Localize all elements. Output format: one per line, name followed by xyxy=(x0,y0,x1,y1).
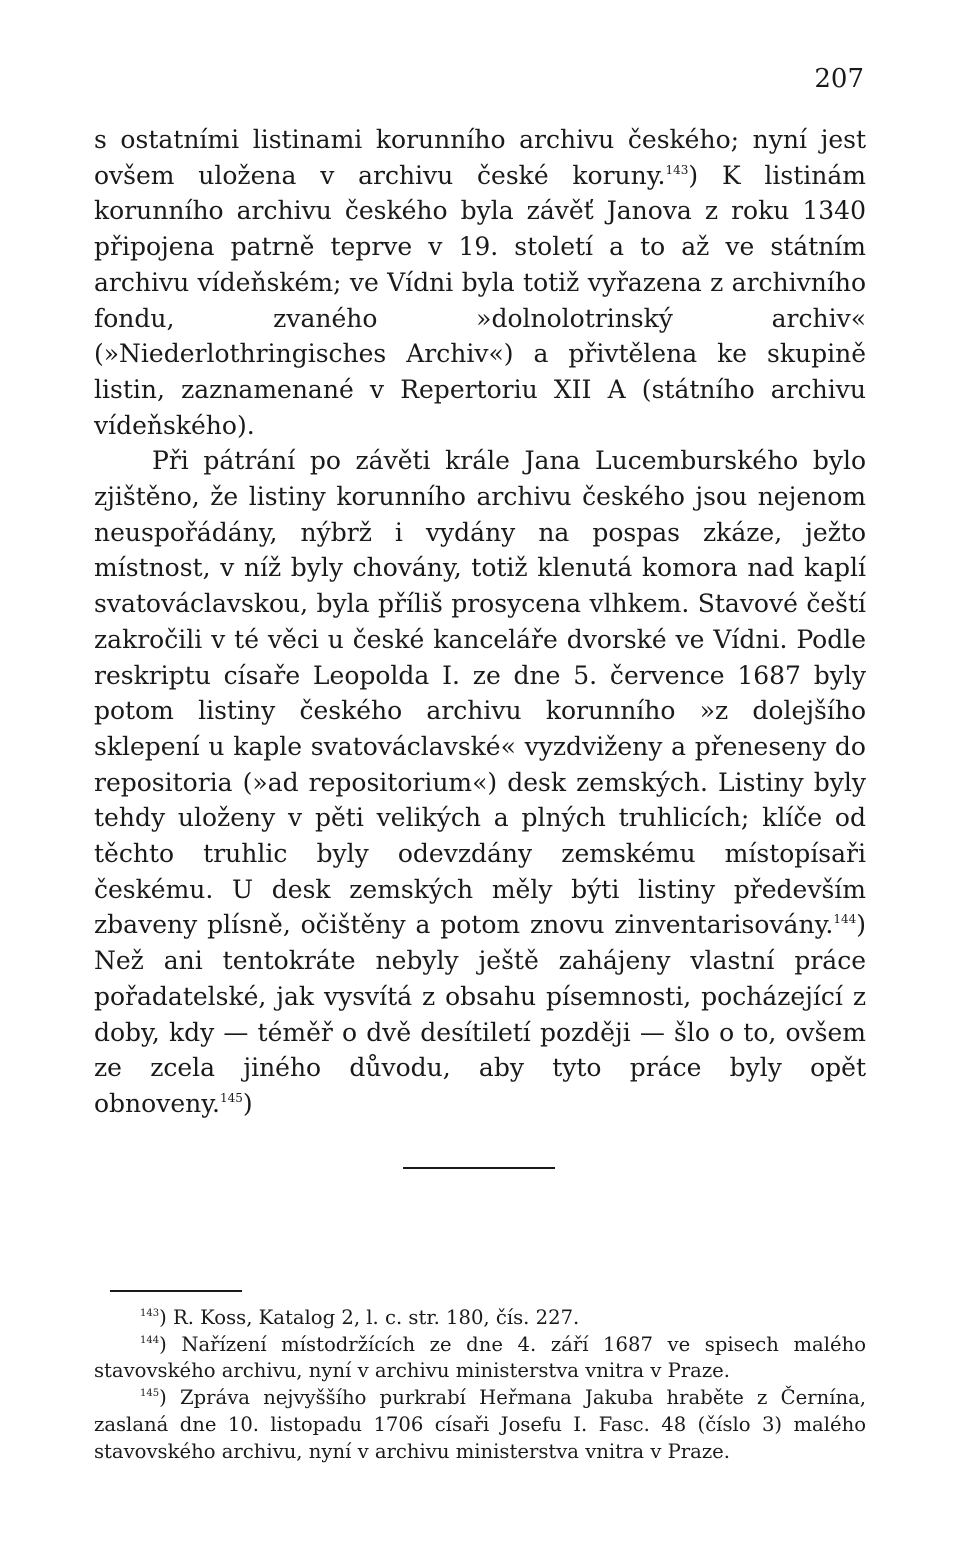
paragraph-1 xyxy=(94,122,866,443)
footnote-divider xyxy=(110,1290,242,1292)
footnote-ref-145: 145 xyxy=(219,1090,243,1105)
page-number: 207 xyxy=(814,64,864,94)
footnote-text: ) Zpráva nejvyššího purkrabí Heřmana Jakuba hraběte z Černína, zaslaná dne 10. listopadu 1706 císaři Josefu I. Fasc. 48 (číslo 3) malého stavovského archivu, nyní v archivu ministerstva vnitra v Praze. xyxy=(94,1386,866,1463)
paragraph-2-text-end: ) xyxy=(242,1088,253,1118)
footnote-number: 145 xyxy=(140,1388,160,1400)
footnote-143 xyxy=(94,1305,866,1332)
paragraph-1-text: s ostatními listinami korunního archivu českého; nyní jest ovšem uložena v archivu české koruny. xyxy=(94,125,866,190)
footnote-text: ) Nařízení místodržících ze dne 4. září 1687 ve spisech malého stavovského archivu, nyní v archivu ministerstva vnitra v Praze. xyxy=(94,1332,866,1383)
section-divider xyxy=(403,1167,555,1169)
main-text xyxy=(94,122,866,1122)
paragraph-2-text-cont: ) Než ani tentokráte nebyly ještě zahájeny vlastní práce pořadatelské, jak vysvítá z obsahu písemnosti, pocházející z doby, kdy — téměř o dvě desítiletí později — šlo o to, ovšem ze zcela jiného důvodu, aby tyto práce byly opět obnoveny. xyxy=(94,910,866,1118)
paragraph-2 xyxy=(94,443,866,1121)
footnote-text: ) R. Koss, Katalog 2, l. c. str. 180, čís. 227. xyxy=(159,1306,580,1329)
paragraph-2-text: Při pátrání po závěti krále Jana Lucemburského bylo zjištěno, že listiny korunního archivu českého jsou nejenom neuspořádány, nýbrž i vydány na pospas zkáze, ježto místnost, v níž byly chovány, totiž klenutá komora nad kaplí svatováclavskou, byla příliš prosycena vlhkem. Stavové čeští zakročili v té věci u české kanceláře dvorské ve Vídni. Podle reskriptu císaře Leopolda I. ze dne 5. července 1687 byly potom listiny českého archivu korunního »z dolejšího sklepení u kaple svatováclavské« vyzdviženy a přeneseny do repositoria (»ad repositorium«) desk zemských. Listiny byly tehdy uloženy v pěti velikých a plných truhlicích; klíče od těchto truhlic byly odevzdány zemskému místopísaři českému. U desk zemských měly býti listiny především zbaveny plísně, očištěny a potom znovu zinventarisovány. xyxy=(94,446,866,940)
footnotes xyxy=(94,1305,866,1465)
footnote-ref-144: 144 xyxy=(833,912,857,927)
footnote-number: 143 xyxy=(140,1308,160,1319)
footnote-144 xyxy=(94,1332,866,1385)
footnote-number: 144 xyxy=(140,1334,160,1346)
footnote-145 xyxy=(94,1385,866,1465)
paragraph-1-text-cont: ) K listinám korunního archivu českého byla závěť Janova z roku 1340 připojena patrně teprve v 19. století a to až ve státním archivu vídeňském; ve Vídni byla totiž vyřazena z archivního fondu, zvaného »dolnolotrinský archiv« (»Niederlothringisches Archiv«) a přivtělena ke skupině listin, zaznamenané v Repertoriu XII A (státního archivu vídeňského). xyxy=(94,160,866,440)
footnote-ref-143: 143 xyxy=(665,162,689,177)
